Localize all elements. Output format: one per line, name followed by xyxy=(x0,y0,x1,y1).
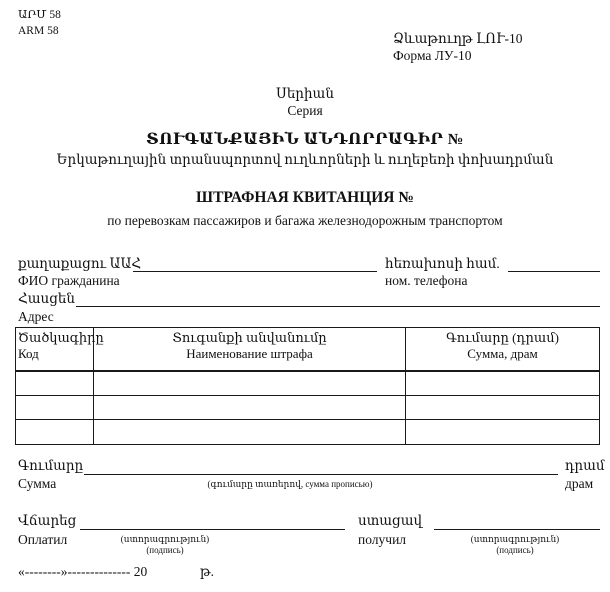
paid-signature-caption xyxy=(95,534,235,556)
table-cell-amount-row1 xyxy=(406,372,599,396)
phone-label-russian: ном. телефона xyxy=(385,273,468,288)
address-fill-line xyxy=(76,306,600,307)
form-code-block xyxy=(18,7,61,39)
phone-label-armenian: հեռախոսի համ. xyxy=(385,256,500,271)
series-label-armenian: Սերիան xyxy=(276,86,334,101)
sum-currency-russian: драм xyxy=(565,476,594,491)
paid-label-russian: Оплатил xyxy=(18,532,68,547)
subtitle-russian: по перевозкам пассажиров и багажа железнодорожным транспортом xyxy=(107,213,503,228)
series-block xyxy=(0,85,610,119)
title-russian: ШТРАФНАЯ КВИТАНЦИЯ № xyxy=(196,189,414,206)
received-label-armenian: ստացավ xyxy=(358,513,423,528)
form-number-block xyxy=(393,30,523,64)
sum-label-russian: Сумма xyxy=(18,476,57,491)
series-label-russian: Серия xyxy=(287,103,323,118)
table-header-amount-russian: Сумма, драм xyxy=(467,346,538,361)
table-header-name-armenian: Տուգանքի անվանումը xyxy=(172,330,327,345)
paid-signature-caption-russian: (подпись) xyxy=(146,545,184,555)
date-line: «--------»-------------- 20 xyxy=(18,564,148,579)
form-code-armenian: ԱՐՄ 58 xyxy=(18,9,61,21)
paid-signature-line xyxy=(80,529,345,530)
form-number-russian: Форма ЛУ-10 xyxy=(393,48,472,63)
sum-fill-line xyxy=(84,474,558,475)
citizen-name-fill-line xyxy=(133,271,377,272)
table-header-code xyxy=(16,328,104,372)
table-cell-name-row1 xyxy=(94,372,406,396)
title-armenian: ՏՈՒԳԱՆՔԱՅԻՆ ԱՆԴՈՐՐԱԳԻՐ № xyxy=(146,131,464,148)
received-signature-caption-armenian: (ստորագրություն) xyxy=(470,534,560,544)
table-cell-amount-row3 xyxy=(406,420,599,444)
sum-currency-armenian: դրամ xyxy=(565,458,605,473)
received-signature-caption xyxy=(445,534,585,556)
table-header-name xyxy=(94,328,406,372)
date-year-suffix: թ. xyxy=(200,564,215,579)
sum-in-words-caption: (գումարը տառերով, сумма прописью) xyxy=(207,479,373,489)
address-label-armenian: Հասցեն xyxy=(18,291,75,306)
sum-label-armenian: Գումարը xyxy=(18,458,84,473)
table-header-code-russian: Код xyxy=(18,346,39,361)
table-cell-code-row1 xyxy=(16,372,94,396)
citizen-name-label-russian: ФИО гражданина xyxy=(18,273,120,288)
form-number-armenian: Ձևաթուղթ ԼՈՒ-10 xyxy=(393,31,523,46)
table-cell-name-row3 xyxy=(94,420,406,444)
received-label-russian: получил xyxy=(358,532,407,547)
subtitle-armenian: Երկաթուղային տրանսպորտով ուղևորների և ուղեբեռի փոխադրման xyxy=(56,152,554,167)
penalties-table xyxy=(15,327,600,445)
table-cell-amount-row2 xyxy=(406,396,599,420)
received-signature-caption-russian: (подпись) xyxy=(496,545,534,555)
paid-label-armenian: Վճարեց xyxy=(18,513,77,528)
address-label-russian: Адрес xyxy=(18,309,54,324)
citizen-name-label-armenian: քաղաքացու ԱԱՀ xyxy=(18,256,142,271)
table-cell-code-row3 xyxy=(16,420,94,444)
table-cell-name-row2 xyxy=(94,396,406,420)
table-header-code-armenian: Ծածկագիրը xyxy=(18,330,104,345)
table-cell-code-row2 xyxy=(16,396,94,420)
phone-fill-line xyxy=(508,271,600,272)
table-header-name-russian: Наименование штрафа xyxy=(186,346,313,361)
table-header-amount-armenian: Գումարը (դրամ) xyxy=(446,330,559,345)
paid-signature-caption-armenian: (ստորագրություն) xyxy=(120,534,210,544)
form-code-latin: ARM 58 xyxy=(18,25,59,37)
received-signature-line xyxy=(434,529,600,530)
table-header-amount xyxy=(406,328,599,372)
